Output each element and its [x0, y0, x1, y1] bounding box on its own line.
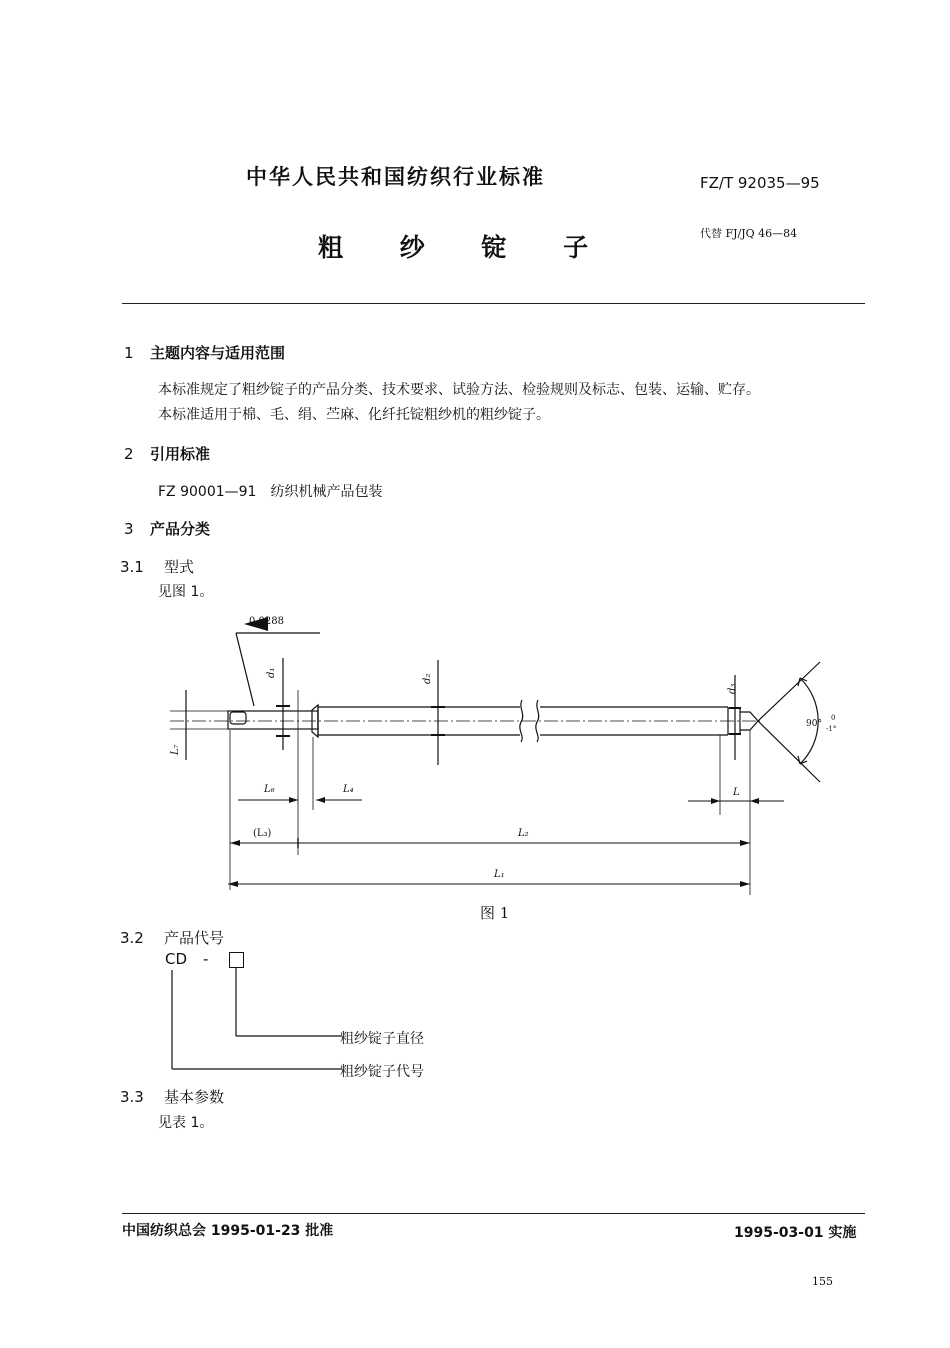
section-1-number: 1	[124, 344, 134, 362]
spindle-left-end	[228, 711, 318, 729]
section-3-1-number: 3.1	[120, 558, 144, 576]
label-diameter: 粗纱锭子直径	[340, 1031, 424, 1047]
angle-tolerance: -1°	[826, 725, 837, 733]
section-3-heading	[124, 518, 210, 539]
label-L7: L₇	[170, 744, 181, 755]
section-3-2-title: 产品代号	[164, 929, 225, 947]
approval-date: 中国纺织总会 1995-01-23 批准	[122, 1223, 334, 1239]
code-prefix: CD	[165, 950, 188, 968]
section-3-2-heading	[120, 927, 224, 948]
section-1-para-2: 本标准适用于棉、毛、绢、苎麻、化纤托锭粗纱机的粗纱锭子。	[158, 407, 550, 423]
referenced-standard: FZ 90001—91 纺织机械产品包装	[158, 484, 383, 500]
document-title: 粗 纱 锭 子	[318, 233, 613, 262]
section-3-1-heading	[120, 556, 194, 577]
label-code: 粗纱锭子代号	[340, 1064, 424, 1080]
section-3-3-heading	[120, 1086, 224, 1107]
figure-1-drawing	[160, 610, 850, 895]
code-dash: -	[203, 950, 209, 968]
standard-title: 中华人民共和国纺织行业标准	[246, 165, 545, 189]
label-L1: L₁	[494, 869, 505, 880]
angle-tolerance-upper: 0	[831, 714, 836, 722]
effective-date: 1995-03-01 实施	[734, 1225, 857, 1241]
replaces-note: 代替 FJ/JQ 46—84	[700, 227, 798, 240]
label-d3: d₃	[727, 683, 738, 694]
section-1-heading	[124, 342, 285, 363]
footer-divider	[122, 1213, 865, 1214]
angle-base: 90°	[806, 719, 822, 729]
code-leader-lines	[160, 966, 360, 1076]
section-3-1-title: 型式	[164, 558, 195, 576]
section-1-title: 主题内容与适用范围	[150, 344, 286, 362]
label-L4: L₄	[343, 784, 354, 795]
label-d2: d₂	[422, 673, 433, 684]
section-2-number: 2	[124, 445, 134, 463]
section-3-3-title: 基本参数	[164, 1088, 225, 1106]
label-L: L	[733, 787, 740, 798]
label-L6: L₆	[264, 784, 275, 795]
label-L2: L₂	[518, 828, 529, 839]
section-3-1-text: 见图 1。	[158, 584, 214, 600]
page-number: 155	[812, 1275, 833, 1288]
taper-value: 0.0288	[249, 616, 284, 627]
section-1-para-1: 本标准规定了粗纱锭子的产品分类、技术要求、试验方法、检验规则及标志、包装、运输、贮存。	[158, 382, 760, 398]
label-d1: d₁	[266, 667, 277, 678]
section-3-title: 产品分类	[150, 520, 211, 538]
section-2-heading	[124, 443, 210, 464]
figure-1-caption: 图 1	[480, 904, 510, 922]
section-3-2-number: 3.2	[120, 929, 144, 947]
section-3-number: 3	[124, 520, 134, 538]
header-divider	[122, 303, 865, 304]
section-3-3-text: 见表 1。	[158, 1115, 214, 1131]
standard-code: FZ/T 92035—95	[700, 174, 820, 192]
section-3-3-number: 3.3	[120, 1088, 144, 1106]
section-2-title: 引用标准	[150, 445, 211, 463]
label-L3: (L₃)	[253, 828, 272, 839]
